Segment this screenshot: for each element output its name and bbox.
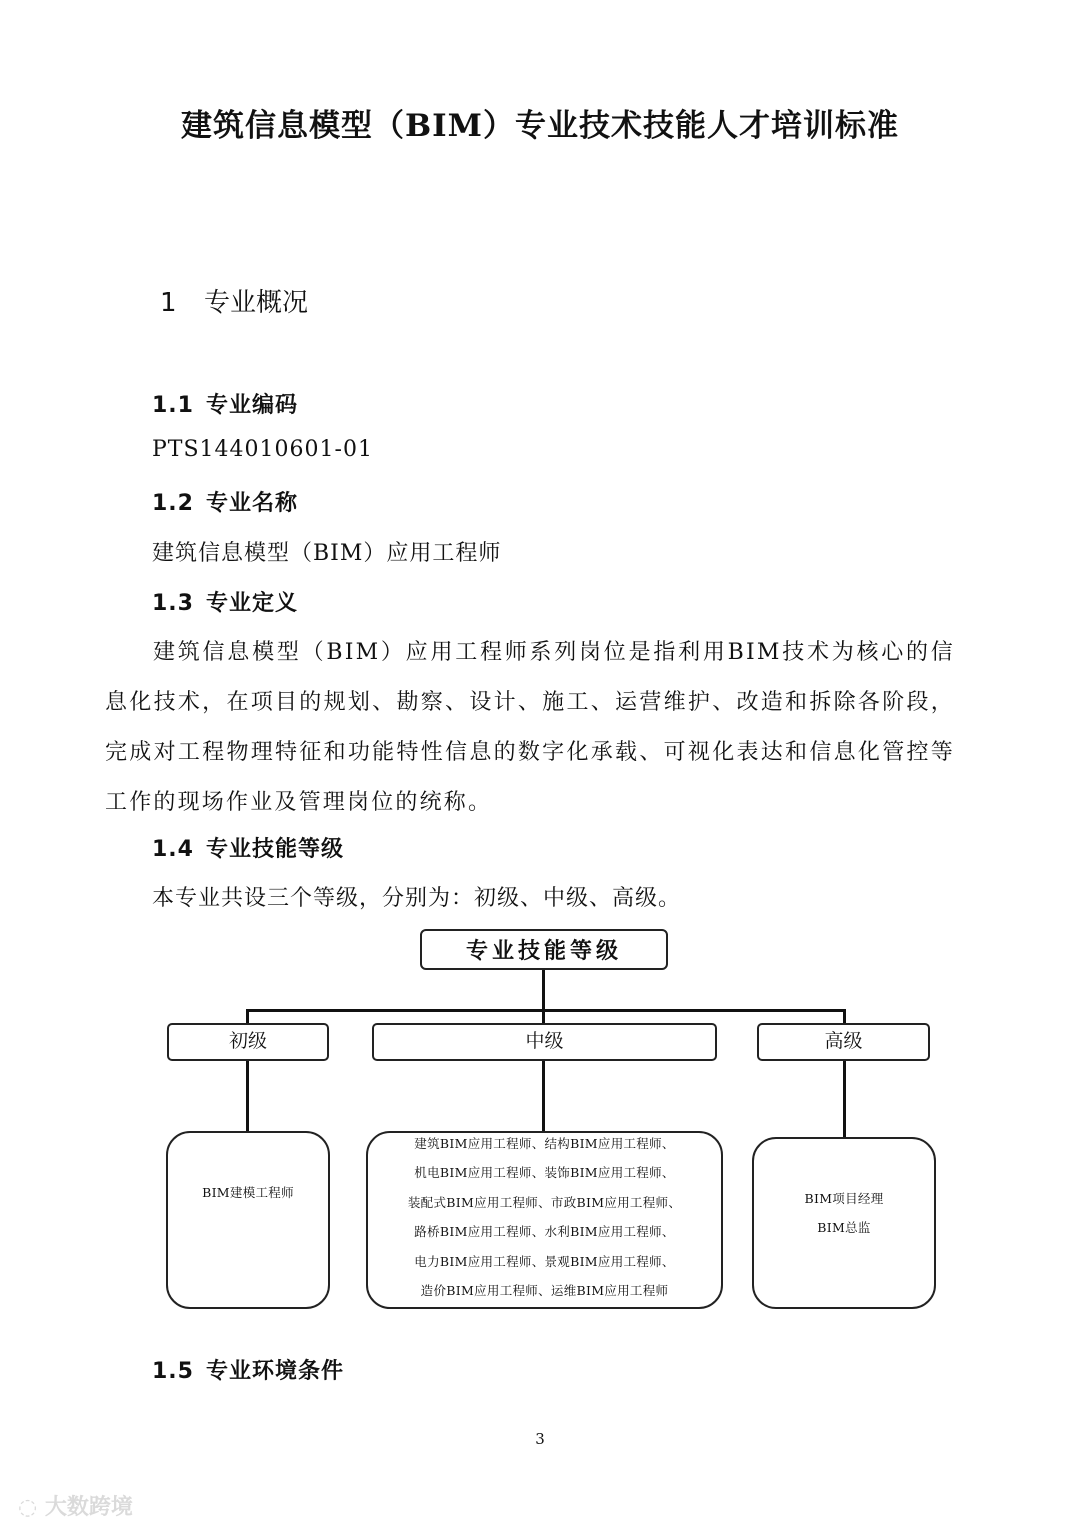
watermark-logo-icon: ◌ (18, 1495, 45, 1520)
subsection-number: 1.5 (152, 1359, 194, 1384)
subsection-heading-code (152, 388, 298, 419)
role-item: 机电BIM应用工程师、装饰BIM应用工程师、 (414, 1165, 675, 1180)
level-box-junior: 初级 (167, 1023, 329, 1061)
section-number: 1 (160, 288, 177, 318)
role-item: 建筑BIM应用工程师、结构BIM应用工程师、 (414, 1135, 675, 1151)
watermark-text: 大数跨境 (44, 1495, 133, 1520)
role-item: BIM项目经理 (804, 1190, 884, 1206)
subsection-heading-levels (152, 832, 344, 863)
connector-to-senior (843, 1009, 846, 1024)
connector-root-stem (542, 970, 545, 1011)
role-item: 造价BIM应用工程师、运维BIM应用工程师 (420, 1283, 669, 1298)
subsection-heading-name (152, 486, 298, 517)
section-title: 专业概况 (204, 288, 309, 318)
connector-junior-roles (246, 1060, 249, 1133)
watermark (18, 1490, 133, 1521)
role-item: BIM建模工程师 (202, 1185, 294, 1200)
level-box-senior: 高级 (757, 1023, 930, 1061)
subsection-title: 专业技能等级 (206, 837, 345, 862)
major-code-value: PTS144010601-01 (152, 437, 373, 462)
levels-description: 本专业共设三个等级，分别为：初级、中级、高级。 (152, 886, 682, 911)
connector-horizontal (246, 1009, 846, 1012)
level-box-middle: 中级 (372, 1023, 717, 1061)
chart-root-box: 专业技能等级 (420, 929, 668, 970)
subsection-number: 1.3 (152, 591, 194, 616)
document-title: 建筑信息模型（BIM）专业技术技能人才培训标准 (180, 108, 899, 144)
roles-box-junior (166, 1131, 330, 1309)
subsection-number: 1.1 (152, 393, 194, 418)
connector-senior-roles (843, 1060, 846, 1138)
role-item: 装配式BIM应用工程师、市政BIM应用工程师、 (407, 1194, 682, 1210)
role-item: 电力BIM应用工程师、景观BIM应用工程师、 (414, 1253, 675, 1269)
connector-to-middle (542, 1009, 545, 1024)
roles-box-senior (752, 1137, 936, 1309)
subsection-number: 1.4 (152, 837, 194, 862)
role-item: BIM总监 (817, 1220, 871, 1235)
connector-middle-roles (542, 1060, 545, 1133)
subsection-title: 专业定义 (206, 591, 299, 616)
subsection-title: 专业名称 (206, 491, 299, 516)
subsection-number: 1.2 (152, 491, 194, 516)
roles-box-middle (366, 1131, 723, 1309)
major-name-value: 建筑信息模型（BIM）应用工程师 (152, 541, 502, 566)
role-item: 路桥BIM应用工程师、水利BIM应用工程师、 (414, 1224, 675, 1239)
subsection-heading-definition (152, 586, 298, 617)
subsection-title: 专业编码 (206, 393, 299, 418)
subsection-title: 专业环境条件 (206, 1359, 345, 1384)
section-heading (160, 282, 308, 319)
connector-to-junior (246, 1009, 249, 1024)
page-number: 3 (535, 1430, 545, 1448)
subsection-heading-environment (152, 1354, 344, 1385)
definition-paragraph: 建筑信息模型（BIM）应用工程师系列岗位是指利用BIM技术为核心的信息化技术，在项目的规划、勘察、设计、施工、运营维护、改造和拆除各阶段，完成对工程物理特征和功能特性信息的数字化承载、可视化表达和信息化管控等工作的现场作业及管理岗位的统称。 (105, 640, 955, 815)
